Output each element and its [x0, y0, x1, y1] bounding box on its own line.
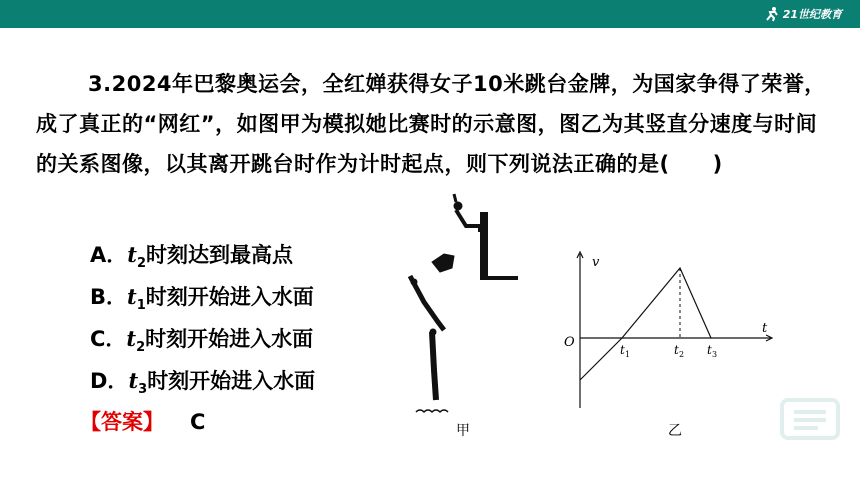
option-d[interactable] [90, 360, 315, 402]
option-text: 时刻达到最高点 [146, 243, 294, 267]
svg-text:3: 3 [712, 350, 718, 359]
figure-yi-caption: 乙 [668, 423, 682, 439]
watermark-logo [778, 394, 842, 444]
velocity-time-graph [560, 248, 790, 414]
tick-label-t2 [674, 343, 684, 359]
option-text: 时刻开始进入水面 [145, 285, 314, 309]
diver-illustration [396, 192, 536, 424]
options-list [90, 234, 315, 402]
x-axis-label: t [762, 321, 768, 336]
option-variable: t [127, 284, 137, 309]
option-variable: t [127, 242, 137, 267]
option-letter: B． [90, 285, 128, 309]
option-variable: t [128, 368, 139, 393]
diver-tuck [432, 254, 454, 272]
option-subscript: 2 [136, 256, 147, 272]
svg-text:t: t [620, 343, 625, 357]
option-subscript: 3 [138, 382, 148, 398]
answer-tag: 【答案】 [80, 410, 164, 434]
option-text: 时刻开始进入水面 [145, 327, 314, 351]
svg-text:t: t [674, 343, 679, 357]
runner-icon [764, 6, 780, 22]
figure-jia-caption: 甲 [456, 423, 470, 439]
header-bar [0, 0, 860, 28]
svg-text:2: 2 [679, 350, 685, 359]
origin-label: O [564, 335, 575, 350]
svg-text:t: t [707, 343, 712, 357]
diver-entering [430, 329, 436, 400]
option-text: 时刻开始进入水面 [147, 369, 316, 393]
answer-value: C [190, 410, 206, 434]
option-letter: D． [90, 369, 129, 393]
question-stem: 3.2024年巴黎奥运会，全红婵获得女子10米跳台金牌，为国家争得了荣誉，成了真正的“网红”，如图甲为模拟她比赛时的示意图，图乙为其竖直分速度与时间的关系图像，以其离开跳台时作为计时起点，则下列说法正确的是( ) [36, 72, 826, 176]
answer-line [80, 404, 205, 440]
option-subscript: 1 [136, 298, 146, 314]
option-a[interactable] [90, 234, 315, 276]
option-variable: t [126, 326, 137, 351]
brand-logo-text: 21世纪教育 [782, 8, 842, 21]
tick-label-t3 [707, 343, 717, 359]
option-b[interactable] [90, 276, 315, 318]
tick-label-t1 [620, 343, 630, 359]
svg-text:1: 1 [625, 350, 631, 359]
brand-logo [764, 4, 842, 24]
diving-platform [480, 212, 518, 280]
option-subscript: 2 [136, 340, 146, 356]
velocity-line [580, 268, 711, 380]
water-ripple [416, 410, 448, 412]
option-c[interactable] [90, 318, 315, 360]
diver-diagonal [410, 276, 444, 330]
option-letter: A． [90, 243, 128, 267]
y-axis-label: v [592, 255, 600, 270]
option-letter: C． [90, 327, 127, 351]
